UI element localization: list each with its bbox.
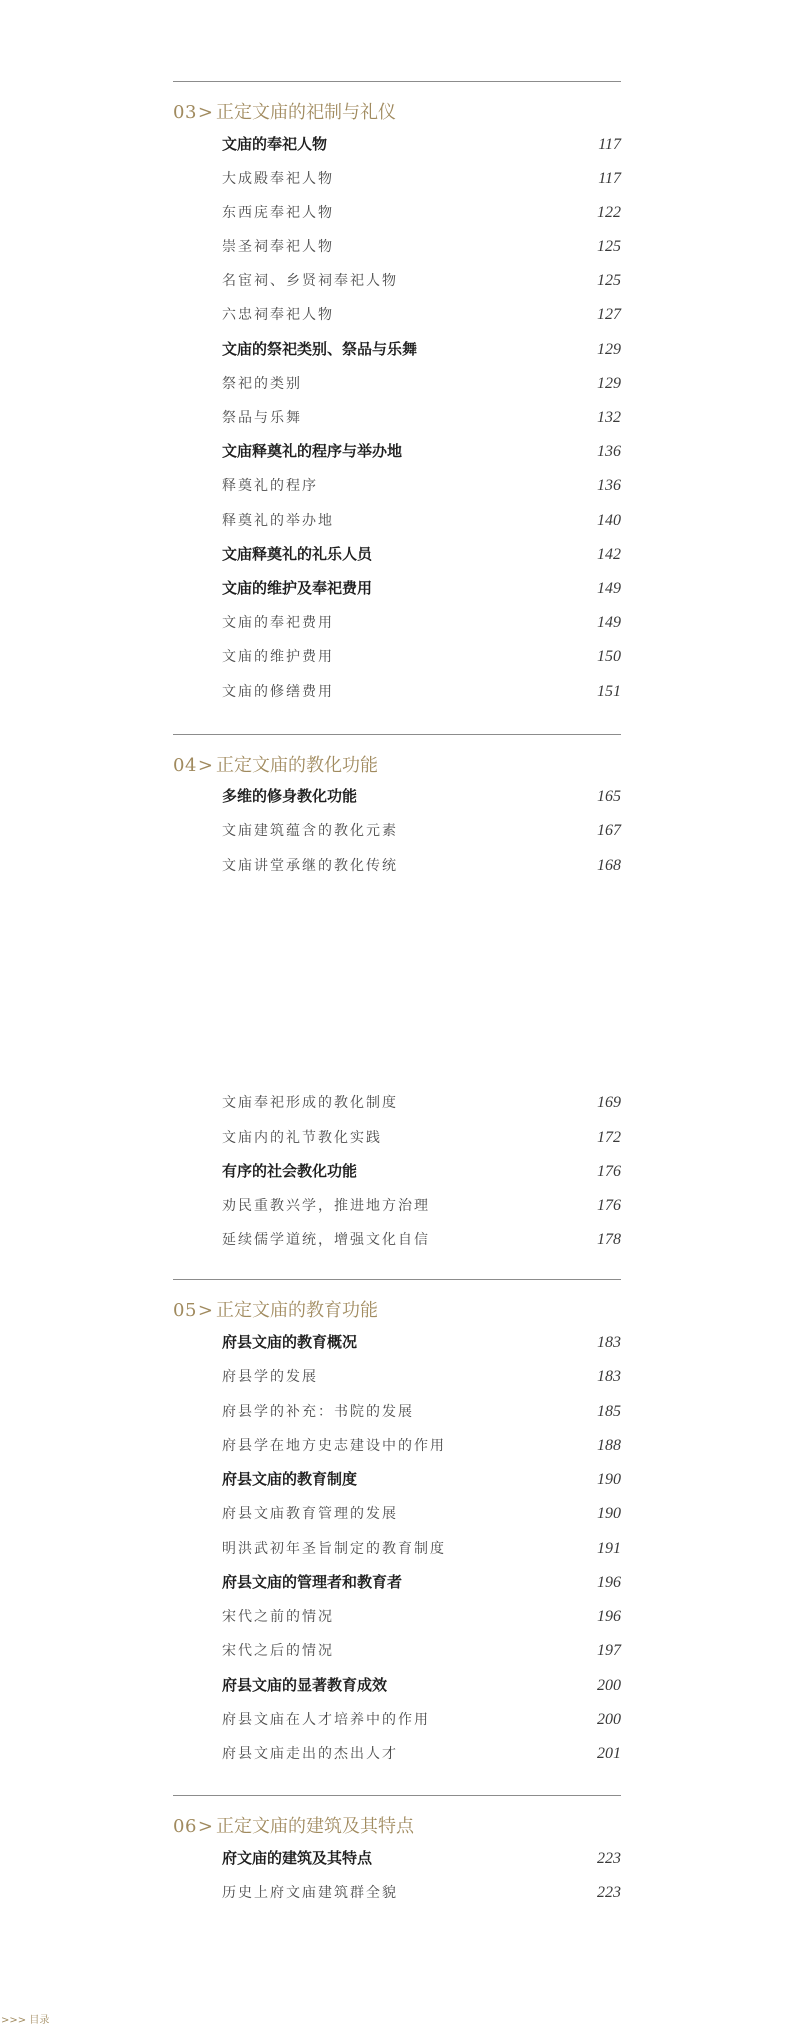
entry-title: 文庙的奉祀费用 <box>222 615 334 631</box>
page-number: 149 <box>597 580 621 597</box>
page-number: 176 <box>597 1197 621 1214</box>
chapter-title: 正定文庙的建筑及其特点 <box>216 1816 414 1837</box>
entry-title: 府县文庙的管理者和教育者 <box>222 1574 403 1591</box>
page-number: 136 <box>597 443 621 460</box>
page-number: 200 <box>597 1677 621 1694</box>
chapter-number: 06 <box>173 1816 197 1837</box>
toc-entry[interactable] <box>222 572 621 606</box>
chapter-title: 正定文庙的祀制与礼仪 <box>216 102 396 123</box>
entry-title: 文庙释奠礼的礼乐人员 <box>222 546 373 563</box>
entry-title: 祭祀的类别 <box>222 376 302 392</box>
page-number: 190 <box>597 1471 621 1488</box>
toc-entry[interactable] <box>222 1497 621 1531</box>
entry-title: 历史上府文庙建筑群全貌 <box>222 1885 398 1901</box>
toc-entry[interactable] <box>222 1429 621 1463</box>
toc-entry[interactable] <box>222 780 621 814</box>
chapter-divider <box>173 1279 621 1280</box>
page-number: 129 <box>597 341 621 358</box>
toc-entry[interactable] <box>222 1842 621 1876</box>
page-number: 185 <box>597 1403 621 1420</box>
toc-entry[interactable] <box>222 1360 621 1394</box>
page-number: 127 <box>597 306 621 323</box>
page-number: 136 <box>597 477 621 494</box>
entry-title: 文庙的祭祀类别、祭品与乐舞 <box>222 341 418 358</box>
page-number: 150 <box>597 648 621 665</box>
chevron-right-icon: > <box>197 755 213 776</box>
toc-entry[interactable] <box>222 814 621 848</box>
entry-title: 文庙讲堂承继的教化传统 <box>222 858 398 874</box>
page-number: 149 <box>597 614 621 631</box>
chevron-right-icon: > <box>197 1816 213 1837</box>
toc-entry[interactable] <box>222 230 621 264</box>
footer-breadcrumb[interactable] <box>1 2015 49 2027</box>
chapter-heading[interactable] <box>173 1297 378 1325</box>
page-number: 167 <box>597 822 621 839</box>
toc-entry[interactable] <box>222 367 621 401</box>
page-number: 165 <box>597 788 621 805</box>
breadcrumb-label: 目录 <box>29 2015 50 2026</box>
page-number: 183 <box>597 1368 621 1385</box>
chapter-title: 正定文庙的教化功能 <box>216 755 378 776</box>
page-number: 142 <box>597 546 621 563</box>
entry-title: 大成殿奉祀人物 <box>222 171 334 187</box>
entry-title: 劝民重教兴学，推进地方治理 <box>222 1198 430 1214</box>
entry-title: 有序的社会教化功能 <box>222 1163 358 1180</box>
toc-entry[interactable] <box>222 1155 621 1189</box>
entry-title: 文庙奉祀形成的教化制度 <box>222 1095 398 1111</box>
toc-entry[interactable] <box>222 504 621 538</box>
entry-title: 府县学的发展 <box>222 1369 318 1385</box>
entry-title: 府县文庙的教育概况 <box>222 1334 358 1351</box>
toc-entry[interactable] <box>222 1463 621 1497</box>
toc-entry[interactable] <box>222 264 621 298</box>
entry-title: 宋代之前的情况 <box>222 1609 334 1625</box>
toc-entry[interactable] <box>222 640 621 674</box>
entry-title: 府县文庙教育管理的发展 <box>222 1506 398 1522</box>
page-number: 169 <box>597 1094 621 1111</box>
entry-title: 崇圣祠奉祀人物 <box>222 239 334 255</box>
toc-entry[interactable] <box>222 469 621 503</box>
entry-title: 府县学的补充：书院的发展 <box>222 1404 414 1420</box>
entry-title: 文庙的修缮费用 <box>222 684 334 700</box>
page-number: 196 <box>597 1574 621 1591</box>
toc-entry[interactable] <box>222 196 621 230</box>
toc-entry[interactable] <box>222 1121 621 1155</box>
chevron-right-icon: > <box>197 102 213 123</box>
toc-entry[interactable] <box>222 435 621 469</box>
toc-entry[interactable] <box>222 849 621 883</box>
entry-title: 府县文庙走出的杰出人才 <box>222 1746 398 1762</box>
page-number: 172 <box>597 1129 621 1146</box>
page-number: 151 <box>597 683 621 700</box>
chevron-right-icon: > <box>197 1300 213 1321</box>
entry-title: 六忠祠奉祀人物 <box>222 307 334 323</box>
page-number: 183 <box>597 1334 621 1351</box>
toc-entry[interactable] <box>222 298 621 332</box>
entry-title: 文庙的维护费用 <box>222 649 334 665</box>
entry-title: 府文庙的建筑及其特点 <box>222 1850 373 1867</box>
page-number: 188 <box>597 1437 621 1454</box>
entry-title: 多维的修身教化功能 <box>222 788 358 805</box>
toc-entry[interactable] <box>222 1326 621 1360</box>
toc-entry[interactable] <box>222 401 621 435</box>
chapter-number: 04 <box>173 755 197 776</box>
entry-title: 释奠礼的程序 <box>222 478 318 494</box>
entry-title: 府县文庙在人才培养中的作用 <box>222 1712 430 1728</box>
entry-title: 名宦祠、乡贤祠奉祀人物 <box>222 273 398 289</box>
entry-title: 东西庑奉祀人物 <box>222 205 334 221</box>
toc-entry[interactable] <box>222 1737 621 1771</box>
page-number: 176 <box>597 1163 621 1180</box>
toc-entry[interactable] <box>222 1395 621 1429</box>
page-number: 223 <box>597 1850 621 1867</box>
toc-entry[interactable] <box>222 1223 621 1257</box>
page-number: 117 <box>598 136 621 153</box>
chapter-title: 正定文庙的教育功能 <box>216 1300 378 1321</box>
toc-entry[interactable] <box>222 1703 621 1737</box>
chapter-divider <box>173 81 621 82</box>
breadcrumb-arrows-icon: >>> <box>1 2015 27 2026</box>
entry-title: 宋代之后的情况 <box>222 1643 334 1659</box>
entry-title: 文庙释奠礼的程序与举办地 <box>222 443 403 460</box>
page-number: 178 <box>597 1231 621 1248</box>
toc-entry[interactable] <box>222 333 621 367</box>
toc-entry[interactable] <box>222 128 621 162</box>
chapter-divider <box>173 734 621 735</box>
page-number: 122 <box>597 204 621 221</box>
entry-title: 明洪武初年圣旨制定的教育制度 <box>222 1541 446 1557</box>
chapter-divider <box>173 1795 621 1796</box>
toc-entry[interactable] <box>222 1876 621 1910</box>
entry-title: 文庙内的礼节教化实践 <box>222 1130 382 1146</box>
page-number: 125 <box>597 272 621 289</box>
toc-entry[interactable] <box>222 538 621 572</box>
page-number: 140 <box>597 512 621 529</box>
page-number: 117 <box>598 170 621 187</box>
chapter-number: 05 <box>173 1300 197 1321</box>
toc-entry[interactable] <box>222 1086 621 1120</box>
toc-entry[interactable] <box>222 1634 621 1668</box>
entry-title: 府县文庙的教育制度 <box>222 1471 358 1488</box>
entry-title: 府县学在地方史志建设中的作用 <box>222 1438 446 1454</box>
page-number: 168 <box>597 857 621 874</box>
toc-entry[interactable] <box>222 1189 621 1223</box>
chapter-heading[interactable] <box>173 1813 414 1841</box>
page-number: 196 <box>597 1608 621 1625</box>
toc-entry[interactable] <box>222 162 621 196</box>
toc-entry[interactable] <box>222 1532 621 1566</box>
toc-entry[interactable] <box>222 606 621 640</box>
page-number: 197 <box>597 1642 621 1659</box>
entry-title: 文庙的奉祀人物 <box>222 136 328 153</box>
page-number: 200 <box>597 1711 621 1728</box>
page-number: 129 <box>597 375 621 392</box>
entry-title: 祭品与乐舞 <box>222 410 302 426</box>
toc-entry[interactable] <box>222 1669 621 1703</box>
toc-entry[interactable] <box>222 1600 621 1634</box>
toc-entry[interactable] <box>222 1566 621 1600</box>
toc-entry[interactable] <box>222 675 621 709</box>
entry-title: 文庙建筑蕴含的教化元素 <box>222 823 398 839</box>
page-number: 125 <box>597 238 621 255</box>
entry-title: 释奠礼的举办地 <box>222 513 334 529</box>
entry-title: 府县文庙的显著教育成效 <box>222 1677 388 1694</box>
page-number: 201 <box>597 1745 621 1762</box>
chapter-heading[interactable] <box>173 752 378 780</box>
entry-title: 文庙的维护及奉祀费用 <box>222 580 373 597</box>
page-number: 223 <box>597 1884 621 1901</box>
chapter-heading[interactable] <box>173 99 396 127</box>
entry-title: 延续儒学道统，增强文化自信 <box>222 1232 430 1248</box>
page-number: 190 <box>597 1505 621 1522</box>
page-number: 132 <box>597 409 621 426</box>
page-number: 191 <box>597 1540 621 1557</box>
chapter-number: 03 <box>173 102 197 123</box>
